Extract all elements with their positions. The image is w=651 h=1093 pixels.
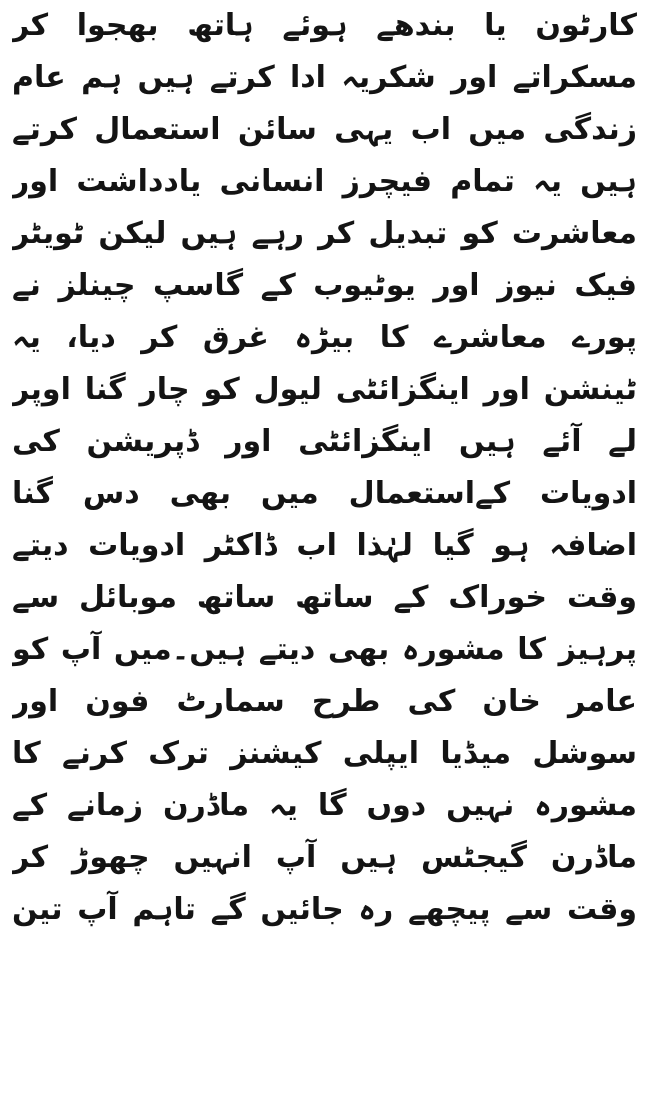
text-line: عامر خان کی طرح سمارٹ فون اور bbox=[12, 684, 637, 719]
text-line: لے آئے ہیں اینگزائٹی اور ڈپریشن کی bbox=[12, 424, 637, 459]
text-line: کارٹون یا بندھے ہوئے ہاتھ بھجوا کر bbox=[12, 8, 637, 43]
text-line: وقت سے پیچھے رہ جائیں گے تاہم آپ تین bbox=[12, 892, 637, 927]
text-line: سوشل میڈیا ایپلی کیشنز ترک کرنے کا bbox=[12, 736, 637, 771]
text-line: ادویات کےاستعمال میں بھی دس گنا bbox=[12, 476, 637, 511]
text-line: زندگی میں اب یہی سائن استعمال کرتے bbox=[12, 112, 637, 147]
text-line: معاشرت کو تبدیل کر رہے ہیں لیکن ٹویٹر bbox=[12, 216, 637, 251]
text-line: ہیں یہ تمام فیچرز انسانی یادداشت اور bbox=[12, 164, 637, 199]
text-line: مسکراتے اور شکریہ ادا کرتے ہیں ہم عام bbox=[12, 60, 637, 95]
text-line: پورے معاشرے کا بیڑہ غرق کر دیا، یہ bbox=[12, 320, 637, 355]
text-line: پرہیز کا مشورہ بھی دیتے ہیں۔میں آپ کو bbox=[12, 632, 637, 667]
text-line: ٹینشن اور اینگزائٹی لیول کو چار گنا اوپر bbox=[12, 372, 637, 407]
text-line: وقت خوراک کے ساتھ ساتھ موبائل سے bbox=[12, 580, 637, 615]
text-line: اضافہ ہو گیا لہٰذا اب ڈاکٹر ادویات دیتے bbox=[12, 528, 637, 563]
text-line: ماڈرن گیجٹس ہیں آپ انہیں چھوڑ کر bbox=[12, 840, 637, 875]
text-line: فیک نیوز اور یوٹیوب کے گاسپ چینلز نے bbox=[12, 268, 637, 303]
text-line: مشورہ نہیں دوں گا یہ ماڈرن زمانے کے bbox=[12, 788, 637, 823]
